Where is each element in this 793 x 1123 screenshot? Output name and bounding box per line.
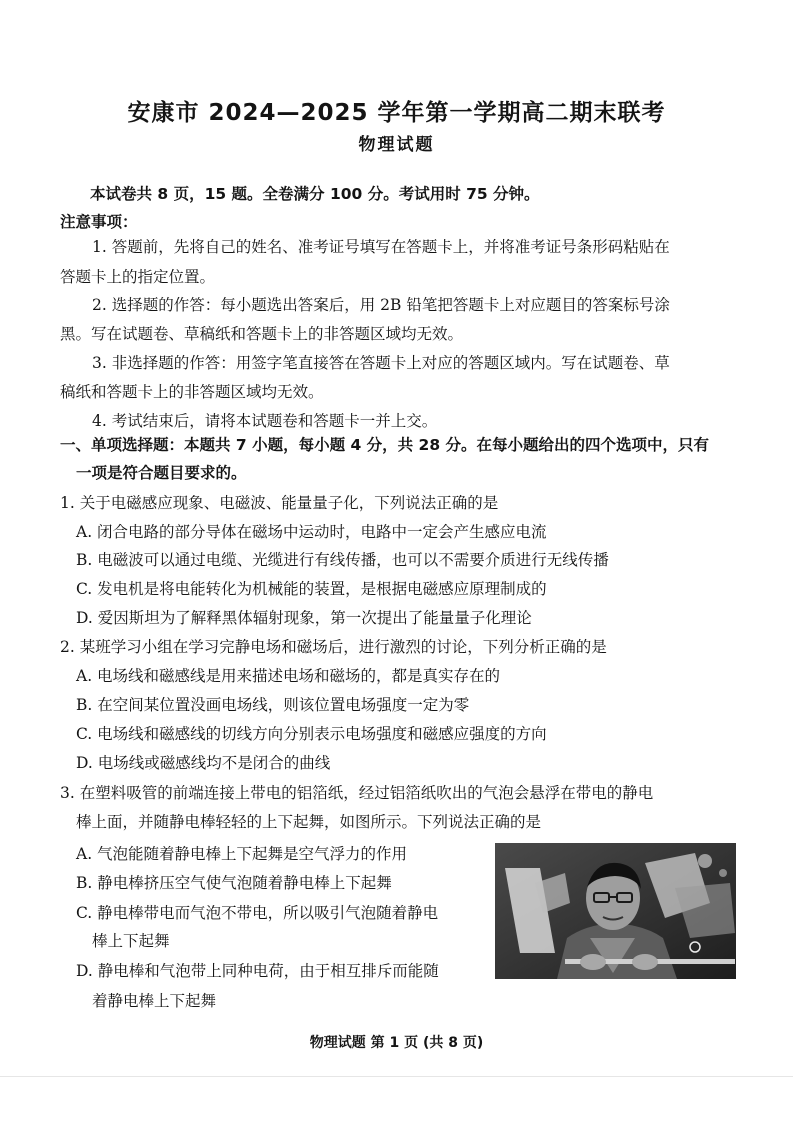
q3-stem-line-1: 3. 在塑料吸管的前端连接上带电的铝箔纸，经过铝箔纸吹出的气泡会悬浮在带电的静电 xyxy=(60,784,654,802)
bottom-divider xyxy=(0,1076,793,1077)
section-heading-line-2: 一项是符合题目要求的。 xyxy=(76,464,247,482)
notice-3-line-1: 3. 非选择题的作答：用签字笔直接答在答题卡上对应的答题区域内。写在试题卷、草 xyxy=(92,354,670,372)
q1-option-d: D. 爱因斯坦为了解释黑体辐射现象，第一次提出了能量量子化理论 xyxy=(76,609,532,627)
q2-option-a: A. 电场线和磁感线是用来描述电场和磁场的，都是真实存在的 xyxy=(76,667,501,685)
notice-3-line-2: 稿纸和答题卡上的非答题区域均无效。 xyxy=(60,383,324,401)
notice-heading: 注意事项： xyxy=(60,213,138,231)
q3-option-c-line-2: 棒上下起舞 xyxy=(92,932,170,950)
notice-1-line-2: 答题卡上的指定位置。 xyxy=(60,268,216,286)
q2-option-c: C. 电场线和磁感线的切线方向分别表示电场强度和磁感应强度的方向 xyxy=(76,725,547,743)
q3-option-d-line-1: D. 静电棒和气泡带上同种电荷，由于相互排斥而能随 xyxy=(76,962,439,980)
q3-option-b: B. 静电棒挤压空气使气泡随着静电棒上下起舞 xyxy=(76,874,392,892)
notice-1-line-1: 1. 答题前，先将自己的姓名、准考证号填写在答题卡上，并将准考证号条形码粘贴在 xyxy=(92,238,670,256)
exam-subtitle: 物理试题 xyxy=(358,135,435,155)
notice-2-line-2: 黑。写在试题卷、草稿纸和答题卡上的非答题区域均无效。 xyxy=(60,325,464,343)
notice-2-line-1: 2. 选择题的作答：每小题选出答案后，用 2B 铅笔把答题卡上对应题目的答案标号涂 xyxy=(92,296,670,314)
q3-stem-line-2: 棒上面，并随静电棒轻轻的上下起舞，如图所示。下列说法正确的是 xyxy=(76,813,542,831)
section-heading-line-1: 一、单项选择题：本题共 7 小题，每小题 4 分，共 28 分。在每小题给出的四个选项中，只有 xyxy=(60,436,710,454)
q3-option-d-line-2: 着静电棒上下起舞 xyxy=(92,992,217,1010)
q1-stem: 1. 关于电磁感应现象、电磁波、能量量子化，下列说法正确的是 xyxy=(60,494,499,512)
q2-option-b: B. 在空间某位置没画电场线，则该位置电场强度一定为零 xyxy=(76,696,470,714)
exam-summary: 本试卷共 8 页，15 题。全卷满分 100 分。考试用时 75 分钟。 xyxy=(90,185,540,203)
q1-option-c: C. 发电机是将电能转化为机械能的装置，是根据电磁感应原理制成的 xyxy=(76,580,547,598)
q3-option-a: A. 气泡能随着静电棒上下起舞是空气浮力的作用 xyxy=(76,845,408,863)
q3-photo-illustration xyxy=(495,843,736,979)
page-footer: 物理试题 第 1 页 (共 8 页) xyxy=(309,1035,484,1051)
q1-option-b: B. 电磁波可以通过电缆、光缆进行有线传播，也可以不需要介质进行无线传播 xyxy=(76,551,609,569)
q2-stem: 2. 某班学习小组在学习完静电场和磁场后，进行激烈的讨论，下列分析正确的是 xyxy=(60,638,607,656)
q1-option-a: A. 闭合电路的部分导体在磁场中运动时，电路中一定会产生感应电流 xyxy=(76,523,547,541)
exam-title: 安康市 2024—2025 学年第一学期高二期末联考 xyxy=(127,100,666,126)
q3-option-c-line-1: C. 静电棒带电而气泡不带电，所以吸引气泡随着静电 xyxy=(76,904,439,922)
notice-4-line-1: 4. 考试结束后，请将本试题卷和答题卡一并上交。 xyxy=(92,412,438,430)
q3-photo xyxy=(495,843,736,979)
q2-option-d: D. 电场线或磁感线均不是闭合的曲线 xyxy=(76,754,331,772)
